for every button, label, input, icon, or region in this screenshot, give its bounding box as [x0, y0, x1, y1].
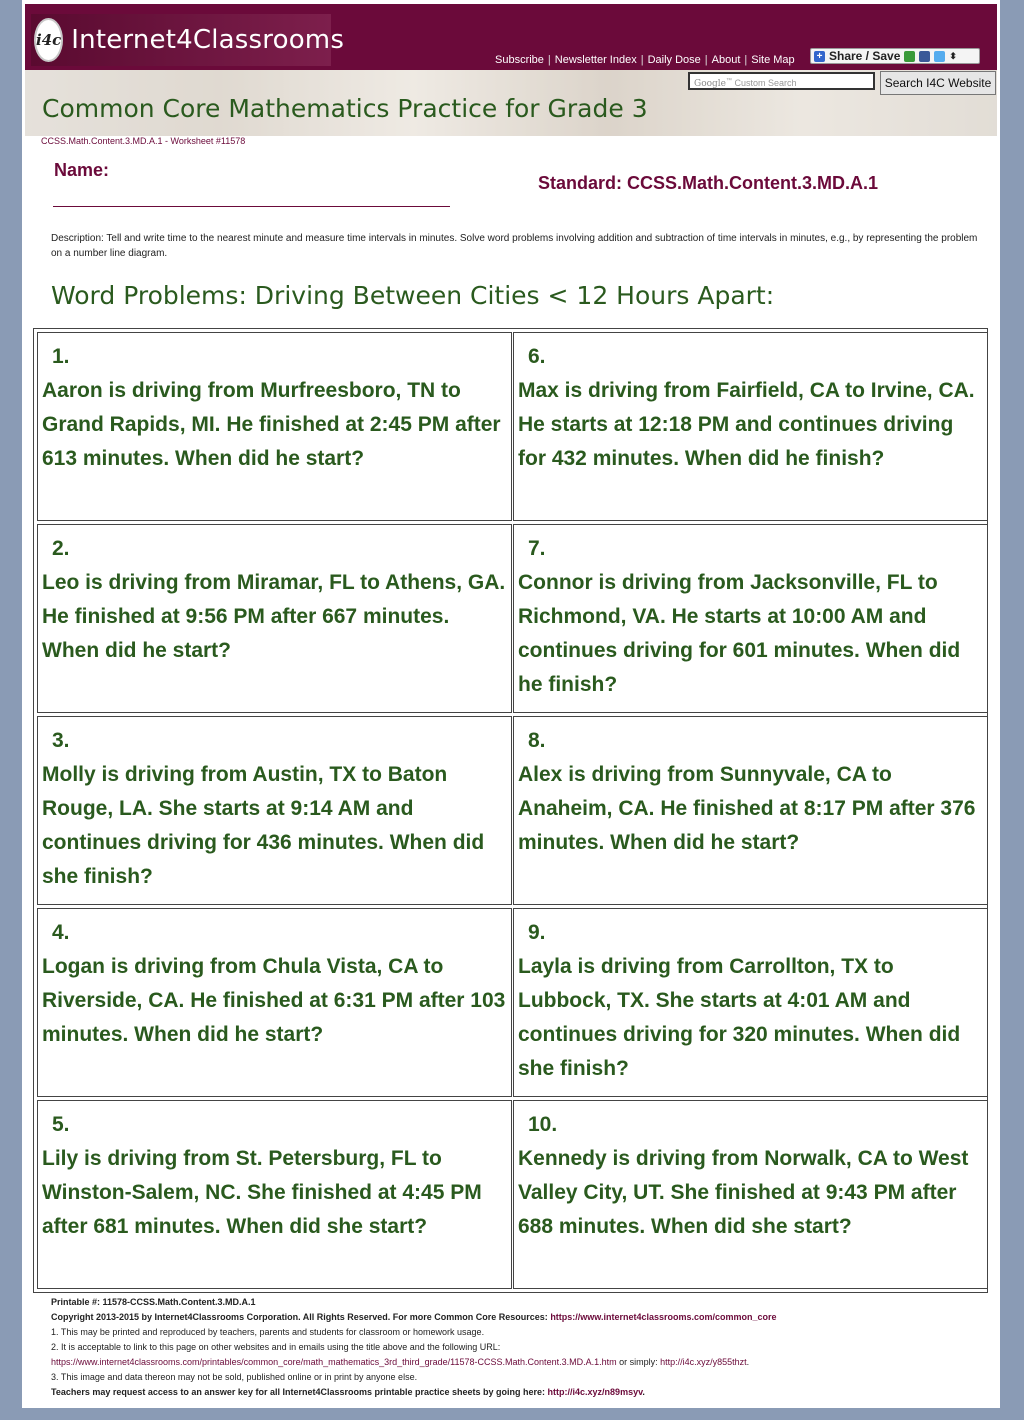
- twitter-icon: [934, 51, 945, 62]
- search-input[interactable]: Google™ Custom Search: [688, 72, 875, 90]
- search-placeholder: Custom Search: [734, 78, 797, 88]
- problem-text: Logan is driving from Chula Vista, CA to Riverside, CA. He finished at 6:31 PM after 103 minutes. When did he start?: [42, 955, 506, 1046]
- problem-number: 3.: [52, 729, 70, 752]
- problem-text: Max is driving from Fairfield, CA to Irvine, CA. He starts at 12:18 PM and continues driving for 432 minutes. When did he finish?: [518, 379, 975, 470]
- nav-daily-dose[interactable]: Daily Dose: [647, 54, 701, 66]
- problem-number: 2.: [52, 537, 70, 560]
- plus-icon: +: [814, 51, 825, 62]
- share-label: Share / Save: [829, 49, 901, 63]
- nav-about[interactable]: About: [711, 54, 741, 66]
- problem-text: Connor is driving from Jacksonville, FL to Richmond, VA. He starts at 10:00 AM and continues driving for 601 minutes. When did he finish?: [518, 571, 961, 696]
- standard-label: Standard: CCSS.Math.Content.3.MD.A.1: [538, 173, 879, 193]
- search-button[interactable]: Search I4C Website: [880, 71, 996, 95]
- problem-text: Aaron is driving from Murfreesboro, TN to Grand Rapids, MI. He finished at 2:45 PM after 613 minutes. When did he start?: [42, 379, 501, 470]
- site-banner: [25, 4, 997, 70]
- note-3: 3. This image and data thereon may not be sold, published online or in print by anyone else.: [51, 1372, 418, 1382]
- problem-number: 7.: [528, 537, 546, 560]
- search-brand: Google: [694, 79, 726, 89]
- problem-text: Molly is driving from Austin, TX to Baton Rouge, LA. She starts at 9:14 AM and continues driving for 436 minutes. When did she finish?: [42, 763, 485, 888]
- copyright: [51, 1310, 991, 1325]
- answer-key-text: Teachers may request access to an answer key for all Internet4Classrooms printable practice sheets by going here:: [51, 1387, 546, 1397]
- facebook-icon: [919, 51, 930, 62]
- problems-grid: [33, 328, 988, 1293]
- short-url-link[interactable]: http://i4c.xyz/y855thzt: [660, 1357, 747, 1367]
- i4c-logo-icon: i4c: [34, 18, 63, 62]
- problem-cell: [37, 1100, 512, 1289]
- problem-text: Leo is driving from Miramar, FL to Athens, GA. He finished at 9:56 PM after 667 minutes. When did he start?: [42, 571, 506, 662]
- top-nav: Subscribe | Newsletter Index | Daily Dose | About | Site Map: [495, 54, 795, 66]
- footer: [51, 1295, 991, 1400]
- description: Description: Tell and write time to the nearest minute and measure time intervals in minutes. Solve word problems involving addition and subtraction of time intervals in minutes, e.g., by representing the problem on a number line diagram.: [51, 233, 978, 259]
- note-2: 2. It is acceptable to link to this page on other websites and in emails using the title above and the following URL:: [51, 1342, 501, 1352]
- problem-number: 6.: [528, 345, 546, 368]
- common-core-link[interactable]: https://www.internet4classrooms.com/common_core: [550, 1312, 777, 1322]
- problem-cell: [513, 716, 988, 905]
- nav-newsletter-index[interactable]: Newsletter Index: [554, 54, 637, 66]
- problem-number: 10.: [528, 1113, 558, 1136]
- nav-subscribe[interactable]: Subscribe: [495, 54, 544, 66]
- problem-cell: [513, 908, 988, 1097]
- share-icon: [904, 51, 915, 62]
- problem-cell: [37, 524, 512, 713]
- note-2-connector: or simply:: [616, 1357, 661, 1367]
- name-label: Name:: [54, 160, 110, 180]
- logo-text: Internet4Classrooms: [71, 25, 345, 55]
- problem-cell: [513, 1100, 988, 1289]
- problem-number: 5.: [52, 1113, 70, 1136]
- problem-text: Layla is driving from Carrollton, TX to Lubbock, TX. She starts at 4:01 AM and continues driving for 320 minutes. When did she finish?: [518, 955, 961, 1080]
- nav-site-map[interactable]: Site Map: [751, 54, 795, 66]
- problem-cell: [513, 332, 988, 521]
- problem-text: Kennedy is driving from Norwalk, CA to West Valley City, UT. She finished at 9:43 PM after 688 minutes. When did she start?: [518, 1147, 969, 1238]
- copyright-text: Copyright 2013-2015 by Internet4Classrooms Corporation. All Rights Reserved. For more Common Core Resources:: [51, 1312, 548, 1322]
- name-underline: [53, 206, 450, 207]
- problem-cell: [37, 332, 512, 521]
- worksheet-page: [22, 0, 1000, 1408]
- problem-number: 4.: [52, 921, 70, 944]
- answer-key: Teachers may request access to an answer key for all Internet4Classrooms printable practice sheets by going here: http://i4c.xyz/n89msyv.: [51, 1387, 645, 1397]
- problem-number: 1.: [52, 345, 70, 368]
- note-2-urls: https://www.internet4classrooms.com/printables/common_core/math_mathematics_3rd_third_grade/11578-CCSS.Math.Content.3.MD.A.1.htm or simply: http://i4c.xyz/y855thzt.: [51, 1357, 750, 1367]
- problem-text: Lily is driving from St. Petersburg, FL to Winston-Salem, NC. She finished at 4:45 PM after 681 minutes. When did she start?: [42, 1147, 482, 1238]
- problem-cell: [37, 908, 512, 1097]
- share-save-button[interactable]: [810, 48, 980, 64]
- problem-text: Alex is driving from Sunnyvale, CA to Anaheim, CA. He finished at 8:17 PM after 376 minutes. When did he start?: [518, 763, 976, 854]
- section-title: Word Problems: Driving Between Cities < 12 Hours Apart:: [51, 281, 775, 310]
- breadcrumb: CCSS.Math.Content.3.MD.A.1 - Worksheet #11578: [41, 136, 246, 146]
- printable-number: Printable #: 11578-CCSS.Math.Content.3.MD.A.1: [51, 1297, 256, 1307]
- problem-cell: [37, 716, 512, 905]
- problem-number: 9.: [528, 921, 546, 944]
- worksheet-url-link[interactable]: https://www.internet4classrooms.com/printables/common_core/math_mathematics_3rd_third_grade/11578-CCSS.Math.Content.3.MD.A.1.htm: [51, 1357, 617, 1367]
- answer-key-link[interactable]: http://i4c.xyz/n89msyv: [547, 1387, 643, 1397]
- chevron-updown-icon: ⬍: [949, 50, 957, 61]
- problem-number: 8.: [528, 729, 546, 752]
- note-1: 1. This may be printed and reproduced by teachers, parents and students for classroom or homework usage.: [51, 1327, 485, 1337]
- site-logo[interactable]: [31, 14, 345, 66]
- problem-cell: [513, 524, 988, 713]
- page-title: Common Core Mathematics Practice for Grade 3: [42, 94, 648, 123]
